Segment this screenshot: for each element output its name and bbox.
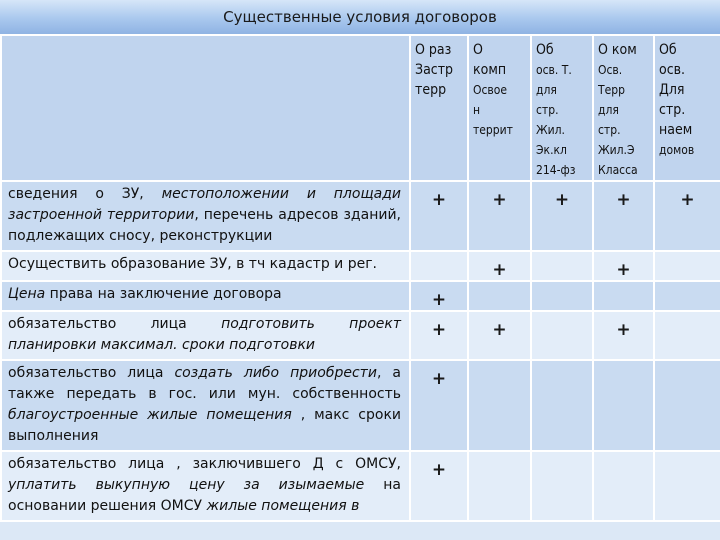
applicability-mark [531,360,593,451]
criterion-cell [1,311,410,360]
column-header-line: Терр [598,83,625,97]
criterion-text [2,361,409,450]
column-header-line: О ком [598,42,637,58]
applicability-mark: + [410,451,468,521]
criterion-text-part: , макс сроки выполнения [8,407,401,444]
header-corner-cell [1,35,410,181]
column-header-line: 214-фз [536,163,576,177]
conditions-table-container [0,34,720,540]
applicability-mark [593,281,654,311]
criterion-text-part: жилые помещения в [206,498,360,514]
applicability-mark [654,311,720,360]
applicability-mark [531,281,593,311]
applicability-mark [410,251,468,281]
column-header-line: О [473,42,483,58]
column-header-line: Класса [598,163,638,177]
applicability-mark: + [410,360,468,451]
criterion-cell [1,281,410,311]
column-header-line: Освое [473,83,508,97]
column-header-line: Жил.Э [598,143,635,157]
criterion-text-part: обязательство лица [8,365,175,381]
applicability-mark [531,251,593,281]
criterion-text-part: благоустроенные жилые помещения [8,407,292,423]
criterion-text-part: создать либо приобрести [174,365,377,381]
column-header-line: стр. [536,103,559,117]
column-header-line: Эк.кл [536,143,567,157]
column-header [468,35,531,181]
column-header-line: Осв. [598,63,623,77]
column-header-line: н [473,103,481,117]
applicability-mark: + [593,181,654,251]
column-header-line: для [598,103,619,117]
column-header-line: для [536,83,557,97]
applicability-mark [654,281,720,311]
column-header-line: О раз [415,42,452,58]
criterion-text [2,312,409,359]
column-header-line: Для [659,82,685,98]
applicability-mark [531,311,593,360]
applicability-mark: + [654,181,720,251]
criterion-text-part: Осуществить образование ЗУ, в тч кадастр и рег. [8,256,378,272]
applicability-mark [468,360,531,451]
criterion-cell [1,360,410,451]
applicability-mark: + [468,251,531,281]
column-header-line: осв. [659,62,686,78]
criterion-text-part: , а также передать в гос. или мун. собственность [8,365,401,402]
table-row [1,251,720,281]
column-header [410,35,468,181]
criterion-text-part: права на заключение договора [45,286,282,302]
table-row [1,181,720,251]
criterion-text-part: местоположении и площади застроенной территории [8,186,401,223]
criterion-text-part: на основании решения ОМСУ [8,477,401,514]
applicability-mark [531,451,593,521]
column-header-line: Жил. [536,123,565,137]
conditions-table [0,34,720,522]
applicability-mark: + [468,181,531,251]
column-header-line: домов [659,143,695,157]
applicability-mark [593,360,654,451]
column-header [654,35,720,181]
table-row [1,311,720,360]
table-body [1,181,720,521]
criterion-text-part: сведения о ЗУ, [8,186,162,202]
column-header-line: стр. [659,102,686,118]
slide-title-bar [0,0,720,35]
table-row [1,451,720,521]
criterion-text-part: подготовить проект планировки максимал. сроки подготовки [8,316,401,353]
applicability-mark [654,360,720,451]
criterion-text-part: Цена [8,286,46,302]
column-header [531,35,593,181]
criterion-cell [1,451,410,521]
slide-title: Существенные условия договоров [223,8,497,26]
applicability-mark: + [410,281,468,311]
applicability-mark [654,251,720,281]
column-header-line: наем [659,122,693,138]
applicability-mark: + [410,181,468,251]
column-header-line: стр. [598,123,621,137]
column-header-line: Об [536,42,554,58]
column-header-line: комп [473,62,507,78]
column-header-line: Застр [415,62,454,78]
criterion-text-part: , перечень адресов зданий, подлежащих сносу, реконструкции [8,207,401,244]
column-header [593,35,654,181]
column-header-line: террит [473,123,513,137]
applicability-mark [468,451,531,521]
criterion-cell [1,181,410,251]
criterion-text [2,452,409,520]
table-row [1,281,720,311]
criterion-text-part: обязательство лица [8,316,222,332]
criterion-text [2,282,409,308]
applicability-mark: + [410,311,468,360]
applicability-mark: + [593,311,654,360]
table-row [1,360,720,451]
applicability-mark: + [593,251,654,281]
criterion-text-part: уплатить выкупную цену за изымаемые [8,477,365,493]
criterion-cell [1,251,410,281]
applicability-mark [468,281,531,311]
applicability-mark [593,451,654,521]
column-header-line: Об [659,42,677,58]
applicability-mark: + [468,311,531,360]
table-header-row [1,35,720,181]
criterion-text [2,252,409,278]
criterion-text [2,182,409,250]
applicability-mark: + [531,181,593,251]
applicability-mark [654,451,720,521]
column-header-line: осв. Т. [536,63,572,77]
column-header-line: терр [415,82,447,98]
criterion-text-part: обязательство лица , заключившего Д с ОМСУ, [8,456,401,472]
